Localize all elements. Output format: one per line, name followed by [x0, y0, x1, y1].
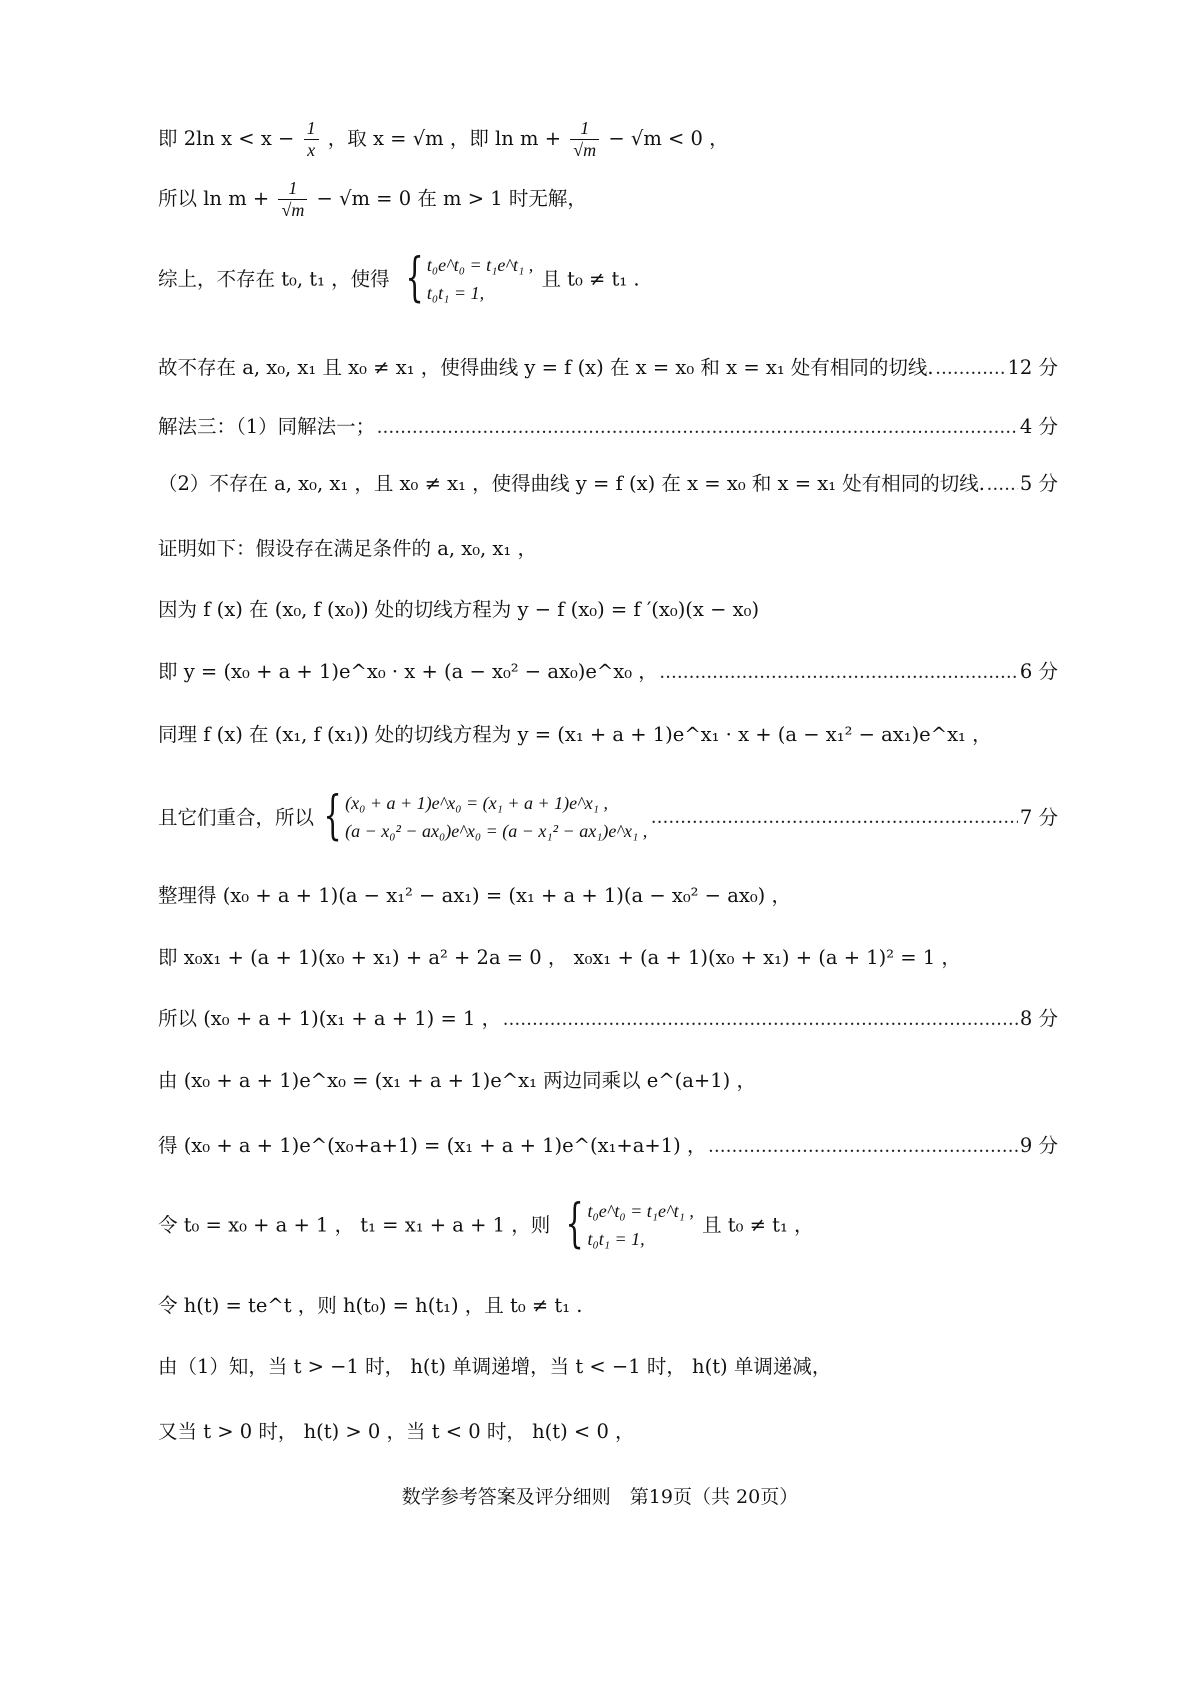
fraction: $\frac{1}{√m}$ — [570, 118, 599, 161]
left-brace: { — [323, 786, 342, 846]
text-segment: ，取 x = √m ，即 ln m + — [327, 127, 562, 151]
score-label: 4 分 — [1019, 415, 1058, 438]
text-segment: − √m < 0 ， — [608, 127, 729, 151]
text-segment: 且 t₀ ≠ t₁ . — [541, 267, 640, 291]
text-segment: 即 y = (x₀ + a + 1)e^x₀ · x + (a − x₀² − ax₀)e^x₀ ， — [158, 660, 658, 683]
dot-leader — [660, 661, 1018, 684]
text-segment: − √m = 0 在 m > 1 时无解， — [316, 187, 587, 211]
dot-leader — [651, 806, 1018, 829]
dot-leader — [503, 1008, 1018, 1031]
score-label: 6 分 — [1019, 660, 1058, 683]
line-monotonicity — [158, 1355, 1058, 1378]
system-row: (x₀ + a + 1)e^x₀ = (x₁ + a + 1)e^x₁ , — [345, 793, 608, 813]
text-segment: 得 (x₀ + a + 1)e^(x₀+a+1) = (x₁ + a + 1)e^(x₁+a+1) ， — [158, 1134, 707, 1157]
text-segment: 所以 (x₀ + a + 1)(x₁ + a + 1) = 1 ， — [158, 1007, 502, 1030]
line-method-three — [158, 415, 1058, 439]
text-segment: 故不存在 a, x₀, x₁ 且 x₀ ≠ x₁ ，使得曲线 y = f (x) 在 x = x₀ 和 x = x₁ 处有相同的切线. — [158, 356, 934, 379]
line-product-one — [158, 1007, 1058, 1031]
page-footer: 数学参考答案及评分细则 第19页（共 20页） — [401, 1486, 799, 1508]
system-row: t₀e^t₀ = t₁e^t₁ , — [426, 255, 534, 275]
dot-leader — [936, 357, 1006, 380]
equation-system — [316, 786, 648, 846]
score-label: 7 分 — [1019, 806, 1058, 830]
text-segment: 且 t₀ ≠ t₁ ， — [702, 1213, 814, 1237]
fraction: $\frac{1}{x}$ — [304, 118, 319, 161]
text-segment: 令 h(t) = te^t ，则 h(t₀) = h(t₁) ，且 t₀ ≠ t₁ . — [158, 1294, 583, 1317]
left-brace: { — [405, 248, 424, 308]
line-coincide-system — [158, 786, 1058, 846]
text-segment: 综上，不存在 t₀, t₁ ，使得 — [158, 267, 390, 291]
text-segment: 由 (x₀ + a + 1)e^x₀ = (x₁ + a + 1)e^x₁ 两边同乘以 e^(a+1) ， — [158, 1069, 756, 1092]
dot-leader — [987, 473, 1018, 496]
text-segment: 又当 t > 0 时， h(t) > 0 ，当 t < 0 时， h(t) < 0 ， — [158, 1420, 635, 1443]
system-row: t₀t₁ = 1, — [426, 282, 485, 303]
score-label: 9 分 — [1019, 1134, 1058, 1157]
line-conclusion-system — [158, 248, 1058, 308]
text-segment: 证明如下：假设存在满足条件的 a, x₀, x₁ ， — [158, 537, 537, 560]
line-proof-start — [158, 537, 1058, 560]
dot-leader — [708, 1135, 1017, 1158]
system-row: (a − x₀² − ax₀)e^x₀ = (a − x₁² − ax₁)e^x₁ , — [345, 820, 648, 841]
text-segment: 因为 f (x) 在 (x₀, f (x₀)) 处的切线方程为 y − f (x₀) = f ′(x₀)(x − x₀) — [158, 598, 760, 621]
line-similar-tangent — [158, 723, 1058, 746]
line-final-conclusion — [158, 356, 1058, 380]
line-no-solution — [158, 178, 1058, 221]
line-simplify — [158, 884, 1058, 907]
line-tangent-equation — [158, 598, 1058, 621]
left-brace: { — [565, 1194, 585, 1254]
text-segment: 令 t₀ = x₀ + a + 1 ， t₁ = x₁ + a + 1 ，则 — [158, 1213, 551, 1237]
equation-system — [398, 248, 534, 308]
text-segment: 解法三：（1）同解法一； — [158, 415, 376, 438]
dot-leader — [377, 416, 1018, 439]
score-label: 12 分 — [1007, 356, 1058, 379]
line-define-h — [158, 1294, 1058, 1317]
line-expansion — [158, 946, 1058, 969]
line-result — [158, 1134, 1058, 1158]
system-row: t₀t₁ = 1, — [587, 1228, 645, 1249]
text-segment: 即 x₀x₁ + (a + 1)(x₀ + x₁) + a² + 2a = 0 ， x₀x₁ + (a + 1)(x₀ + x₁) + (a + 1)² = 1 ， — [158, 946, 961, 969]
line-inequality-substitution — [158, 118, 1058, 161]
line-sign — [158, 1420, 1058, 1443]
equation-system — [558, 1194, 694, 1254]
score-label: 5 分 — [1019, 472, 1058, 495]
line-part-two-claim — [158, 472, 1058, 496]
fraction: $\frac{1}{√m}$ — [278, 178, 307, 221]
text-segment: 同理 f (x) 在 (x₁, f (x₁)) 处的切线方程为 y = (x₁ + a + 1)e^x₁ · x + (a − x₁² − ax₁)e^x₁ ， — [158, 723, 992, 746]
score-label: 8 分 — [1019, 1007, 1058, 1030]
text-segment: 且它们重合，所以 — [158, 806, 315, 830]
line-multiply-both-sides — [158, 1069, 1058, 1092]
line-tangent-expanded — [158, 660, 1058, 684]
text-segment: 所以 ln m + — [158, 187, 270, 211]
text-segment: 由（1）知，当 t > −1 时， h(t) 单调递增，当 t < −1 时， h(t) 单调递减， — [158, 1355, 832, 1378]
text-segment: （2）不存在 a, x₀, x₁ ，且 x₀ ≠ x₁ ，使得曲线 y = f (x) 在 x = x₀ 和 x = x₁ 处有相同的切线. — [158, 472, 985, 495]
system-row: t₀e^t₀ = t₁e^t₁ , — [587, 1201, 694, 1221]
text-segment: 整理得 (x₀ + a + 1)(a − x₁² − ax₁) = (x₁ + a + 1)(a − x₀² − ax₀) ， — [158, 884, 791, 907]
line-substitution-t — [158, 1194, 1058, 1254]
text-segment: 即 2ln x < x − — [158, 127, 295, 151]
